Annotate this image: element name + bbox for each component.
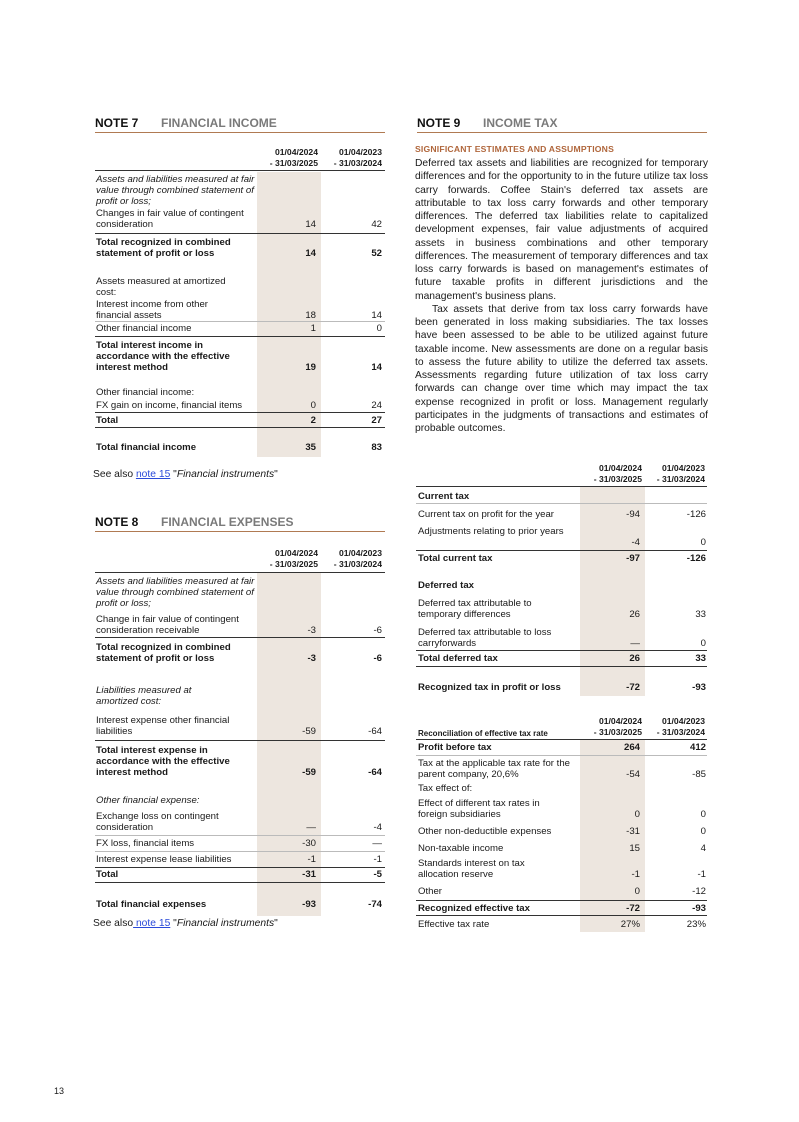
divider <box>416 486 707 487</box>
note7-col2-header: 01/04/2023 - 31/03/2024 <box>333 147 382 168</box>
divider <box>95 637 385 638</box>
note8-number: NOTE 8 <box>95 515 139 529</box>
divider <box>416 900 707 901</box>
divider <box>416 666 707 667</box>
divider <box>416 503 707 504</box>
divider <box>95 170 385 171</box>
divider <box>95 412 385 413</box>
divider <box>416 739 707 740</box>
divider <box>95 572 385 573</box>
note8-see-also: See also note 15 "Financial instruments" <box>93 918 278 929</box>
divider <box>95 882 385 883</box>
divider <box>95 233 385 234</box>
note7-title: FINANCIAL INCOME <box>161 116 277 130</box>
note8-title: FINANCIAL EXPENSES <box>161 515 294 529</box>
note9-recon-col1-header: 01/04/2024 - 31/03/2025 <box>593 716 642 737</box>
note9-col1-header: 01/04/2024 - 31/03/2025 <box>593 463 642 484</box>
divider <box>95 851 385 852</box>
divider <box>95 336 385 337</box>
divider <box>95 321 385 322</box>
note7-number: NOTE 7 <box>95 116 139 130</box>
note9-subheading: SIGNIFICANT ESTIMATES AND ASSUMPTIONS <box>415 144 615 154</box>
divider <box>416 915 707 916</box>
note7-see-also: See also note 15 "Financial instruments" <box>93 469 278 480</box>
note9-col2-header: 01/04/2023 - 31/03/2024 <box>656 463 705 484</box>
note9-number: NOTE 9 <box>417 116 461 130</box>
divider <box>416 755 707 756</box>
note7-col1-header: 01/04/2024 - 31/03/2025 <box>269 147 318 168</box>
note9-body <box>415 157 708 435</box>
page-number: 13 <box>54 1086 65 1096</box>
divider <box>95 835 385 836</box>
divider <box>416 650 707 651</box>
note9-heading <box>417 116 707 133</box>
note9-paragraph-2: Tax assets that derive from tax loss carry forwards have been generated in loss making subsidiaries. The tax losses have been assessed to be able to be utilized against future taxable income. New assessments are done on a regular basis to assess the future ability to utilize the deferred tax assets. Assessments regarding future utilization of tax loss carry forwards can change over time which may impact the tax expense recognized in profit or loss. Management regularly participates in the judgments of transactions and estimates of probable outcomes. <box>415 303 708 434</box>
divider <box>95 427 385 428</box>
note9-paragraph-1: Deferred tax assets and liabilities are recognized for temporary differences and for the opportunity to in the future utilize tax loss carry forwards. Coffee Stain's deferred tax assets are attributable to tax loss carry forwards and other temporary differences. The deferred tax liabilities relate to capitalized development expenses, fair value adjustments of acquired assets in business combinations and other temporary differences. The measurement of temporary differences and tax loss carry forwards is based on management's estimates of future taxable profits in different jurisdictions and the management's business plans. <box>415 158 708 302</box>
note8-col2-header: 01/04/2023 - 31/03/2024 <box>333 548 382 569</box>
divider <box>416 550 707 551</box>
note8-heading <box>95 515 385 532</box>
note7-heading <box>95 116 385 133</box>
note9-recon-col2-header: 01/04/2023 - 31/03/2024 <box>656 716 705 737</box>
divider <box>95 867 385 868</box>
divider <box>95 740 385 741</box>
note15-link[interactable]: note 15 <box>135 469 171 480</box>
note8-col1-header: 01/04/2024 - 31/03/2025 <box>269 548 318 569</box>
note9-title: INCOME TAX <box>483 116 558 130</box>
note15-link[interactable]: note 15 <box>133 918 171 929</box>
